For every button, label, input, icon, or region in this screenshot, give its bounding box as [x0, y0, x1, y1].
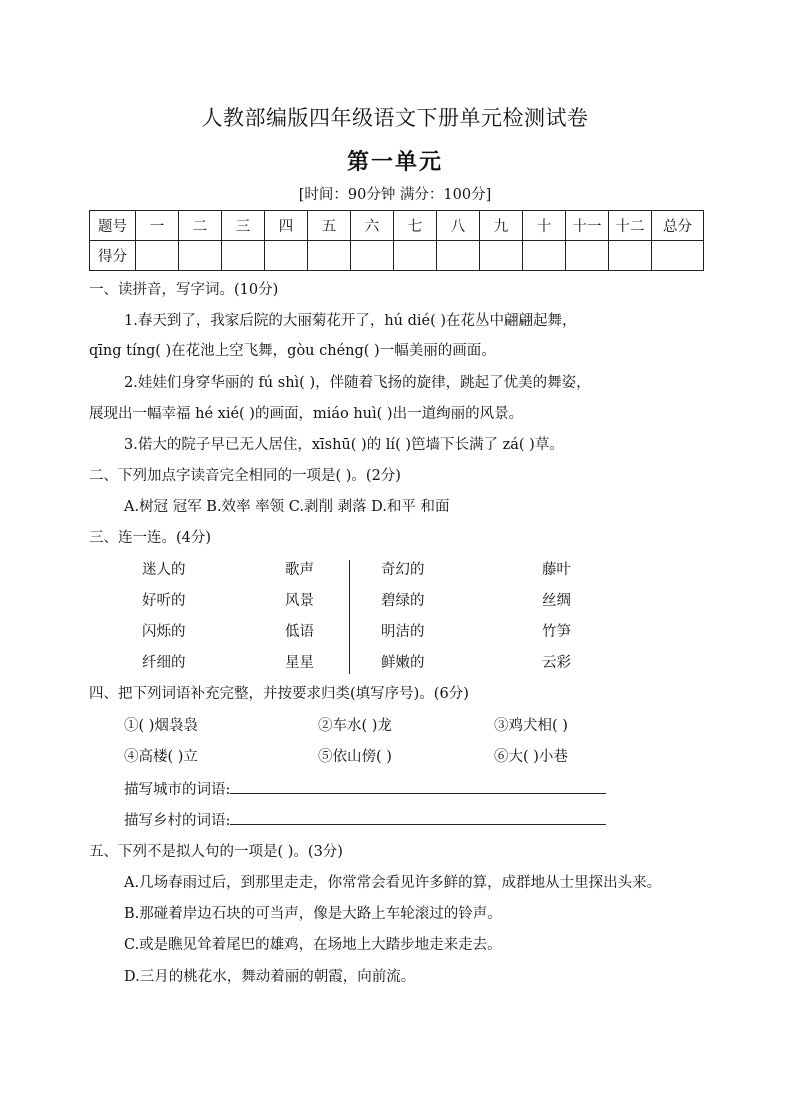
- header-cell: 十一: [566, 211, 609, 241]
- score-cell[interactable]: [609, 241, 652, 271]
- village-words-row: [124, 810, 606, 831]
- section5-option: A.几场春雨过后，到那里走走，你常常会看见许多鲜的算，成群地从士里探出头来。: [124, 875, 662, 891]
- match-item[interactable]: 纤细的: [142, 655, 186, 671]
- section1-line: 1.春天到了，我家后院的大丽菊花开了，hú dié( )在花丛中翩翩起舞，: [124, 313, 577, 329]
- score-cell[interactable]: [523, 241, 566, 271]
- score-cell[interactable]: [265, 241, 308, 271]
- match-item[interactable]: 明洁的: [381, 624, 425, 640]
- city-words-label: 描写城市的词语:: [124, 782, 231, 798]
- idiom-item: ④高楼( )立: [124, 749, 198, 765]
- match-item[interactable]: 云彩: [542, 655, 571, 671]
- section1-line: qīng tíng( )在花池上空飞舞，gòu chéng( )一幅美丽的画面。: [89, 343, 496, 359]
- idiom-item: ⑥大( )小巷: [494, 749, 568, 765]
- score-cell[interactable]: [308, 241, 351, 271]
- match-item[interactable]: 闪烁的: [142, 624, 186, 640]
- match-item[interactable]: 鲜嫩的: [381, 655, 425, 671]
- match-item[interactable]: 碧绿的: [381, 593, 425, 609]
- header-cell: 题号: [90, 211, 136, 241]
- city-words-row: [124, 779, 606, 800]
- header-cell: 总分: [652, 211, 704, 241]
- header-cell: 五: [308, 211, 351, 241]
- score-cell[interactable]: [222, 241, 265, 271]
- score-cell[interactable]: [351, 241, 394, 271]
- header-cell: 四: [265, 211, 308, 241]
- match-item[interactable]: 风景: [285, 593, 314, 609]
- idiom-item: ①( )烟袅袅: [124, 718, 198, 734]
- exam-title: 人教部编版四年级语文下册单元检测试卷: [201, 106, 589, 130]
- idiom-item: ③鸡犬相( ): [494, 718, 568, 734]
- section5-heading: 五、下列不是拟人句的一项是( )。(3分): [89, 844, 343, 860]
- idiom-item: ②车水( )龙: [318, 718, 392, 734]
- score-label-cell: 得分: [90, 241, 136, 271]
- header-cell: 八: [437, 211, 480, 241]
- match-item[interactable]: 迷人的: [142, 562, 186, 578]
- score-table: [89, 210, 704, 271]
- score-cell[interactable]: [136, 241, 179, 271]
- match-item[interactable]: 歌声: [285, 562, 314, 578]
- section5-option: D.三月的桃花水，舞动着丽的朝霞，向前流。: [124, 969, 416, 985]
- score-cell[interactable]: [179, 241, 222, 271]
- section2-options: A.树冠 冠军 B.效率 率领 C.剥削 剥落 D.和平 和面: [124, 499, 450, 515]
- section1-line: 3.偌大的院子早已无人居住，xīshū( )的 lí( )笆墙下长满了 zá( )草。: [124, 437, 564, 453]
- header-cell: 十二: [609, 211, 652, 241]
- match-item[interactable]: 低语: [285, 624, 314, 640]
- header-cell: 九: [480, 211, 523, 241]
- section2-heading: 二、下列加点字读音完全相同的一项是( )。(2分): [89, 468, 401, 484]
- section4-heading: 四、把下列词语补充完整，并按要求归类(填写序号)。(6分): [89, 686, 469, 702]
- score-cell[interactable]: [652, 241, 704, 271]
- score-table-header-row: [90, 211, 704, 241]
- section1-line: 2.娃娃们身穿华丽的 fú shì( )，伴随着飞扬的旋律，跳起了优美的舞姿，: [124, 375, 591, 391]
- match-item[interactable]: 竹笋: [542, 624, 571, 640]
- idiom-item: ⑤依山傍( ): [318, 749, 392, 765]
- city-words-answer-line[interactable]: [230, 779, 606, 794]
- village-words-label: 描写乡村的词语:: [124, 813, 231, 829]
- match-divider: [349, 560, 350, 674]
- village-words-answer-line[interactable]: [230, 810, 606, 825]
- section5-option: B.那碰着岸边石块的可当声，像是大路上车轮滚过的铃声。: [124, 906, 502, 922]
- score-cell[interactable]: [480, 241, 523, 271]
- header-cell: 二: [179, 211, 222, 241]
- header-cell: 六: [351, 211, 394, 241]
- section3-heading: 三、连一连。(4分): [89, 530, 212, 546]
- header-cell: 七: [394, 211, 437, 241]
- score-cell[interactable]: [394, 241, 437, 271]
- section1-line: 展现出一幅幸福 hé xié( )的画面，miáo huì( )出一道绚丽的风景。: [89, 406, 524, 422]
- section5-option: C.或是瞧见耸着尾巴的雄鸡，在场地上大踏步地走来走去。: [124, 937, 502, 953]
- unit-title: 第一单元: [346, 149, 443, 175]
- match-item[interactable]: 奇幻的: [381, 562, 425, 578]
- match-item[interactable]: 丝绸: [542, 593, 571, 609]
- score-table-score-row: [90, 241, 704, 271]
- match-item[interactable]: 好听的: [142, 593, 186, 609]
- score-cell[interactable]: [566, 241, 609, 271]
- header-cell: 一: [136, 211, 179, 241]
- header-cell: 三: [222, 211, 265, 241]
- match-item[interactable]: 藤叶: [542, 562, 571, 578]
- header-cell: 十: [523, 211, 566, 241]
- section1-heading: 一、读拼音，写字词。(10分): [89, 282, 279, 298]
- match-item[interactable]: 星星: [285, 655, 314, 671]
- score-cell[interactable]: [437, 241, 480, 271]
- time-score-info: [时间：90分钟 满分：100分]: [298, 187, 492, 203]
